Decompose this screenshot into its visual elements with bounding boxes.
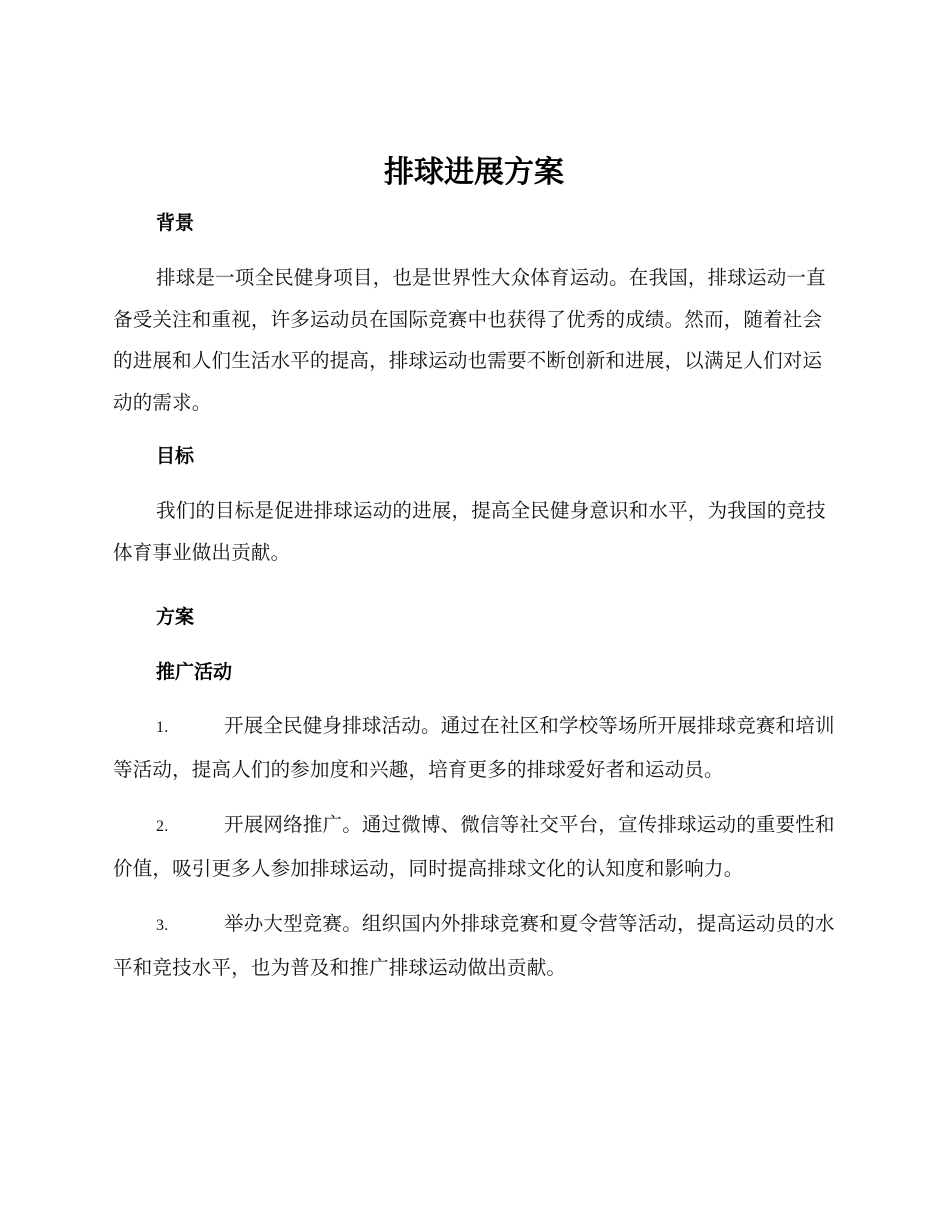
list-item-text: 开展网络推广。通过微博、微信等社交平台，宣传排球运动的重要性和价值，吸引更多人参加排球运动，同时提高排球文化的认知度和影响力。: [113, 813, 835, 880]
heading-background: 背景: [156, 212, 195, 234]
paragraph-background: 排球是一项全民健身项目，也是世界性大众体育运动。在我国，排球运动一直备受关注和重视，许多运动员在国际竞赛中也获得了优秀的成绩。然而，随着社会的进展和人们生活水平的提高，排球运动也需要不断创新和进展，以满足人们对运动的需求。: [113, 266, 826, 414]
subheading-promotion: 推广活动: [156, 661, 233, 683]
list-item-number: 3.: [156, 917, 169, 934]
document-title: 排球进展方案: [384, 155, 564, 190]
list-item-text: 举办大型竞赛。组织国内外排球竞赛和夏令营等活动，提高运动员的水平和竞技水平，也为普及和推广排球运动做出贡献。: [113, 912, 835, 979]
heading-plan: 方案: [156, 606, 195, 628]
heading-goal: 目标: [156, 445, 195, 467]
document-body: [113, 148, 835, 988]
list-item: [113, 804, 835, 889]
list-item-text: 开展全民健身排球活动。通过在社区和学校等场所开展排球竞赛和培训等活动，提高人们的参加度和兴趣，培育更多的排球爱好者和运动员。: [113, 714, 835, 781]
list-item-number: 2.: [156, 818, 169, 835]
list-item: [113, 705, 835, 790]
paragraph-goal: 我们的目标是促进排球运动的进展，提高全民健身意识和水平，为我国的竞技体育事业做出贡献。: [113, 499, 826, 564]
list-item-number: 1.: [156, 719, 169, 736]
list-item: [113, 903, 835, 988]
